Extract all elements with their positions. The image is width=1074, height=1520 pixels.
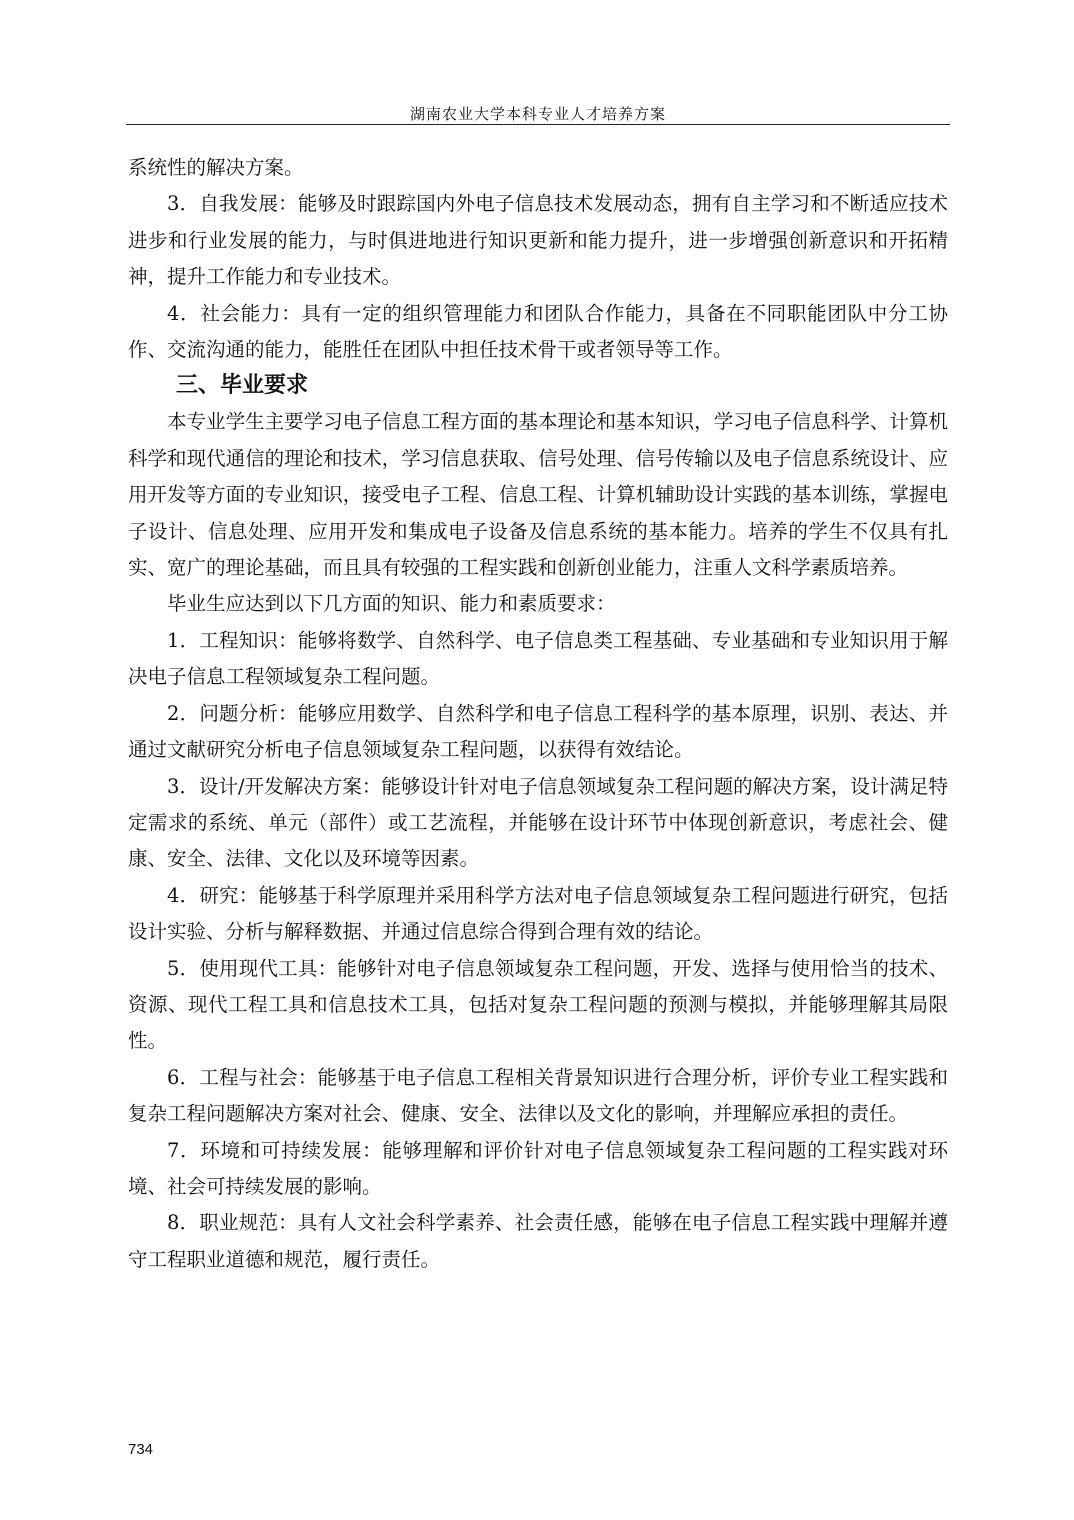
section-intro: 本专业学生主要学习电子信息工程方面的基本理论和基本知识，学习电子信息科学、计算机科学和现代通信的理论和技术，学习信息获取、信号处理、信号传输以及电子信息系统设计、应用开发等方面的专业知识，接受电子工程、信息工程、计算机辅助设计实践的基本训练，掌握电子设计、信息处理、应用开发和集成电子设备及信息系统的基本能力。培养的学生不仅具有扎实、宽广的理论基础，而且具有较强的工程实践和创新创业能力，注重人文科学素质培养。 <box>128 410 948 580</box>
requirement-item: 4．研究：能够基于科学原理并采用科学方法对电子信息领域复杂工程问题进行研究，包括设计实验、分析与解释数据、并通过信息综合得到合理有效的结论。 <box>128 883 948 944</box>
requirement-item: 8．职业规范：具有人文社会科学素养、社会责任感，能够在电子信息工程实践中理解并遵守工程职业道德和规范，履行责任。 <box>128 1211 948 1271</box>
requirement-item: 7．环境和可持续发展：能够理解和评价针对电子信息领域复杂工程问题的工程实践对环境、社会可持续发展的影响。 <box>128 1138 948 1198</box>
requirements-lead: 毕业生应达到以下几方面的知识、能力和素质要求： <box>167 592 616 616</box>
section-heading: 三、毕业要求 <box>176 373 309 399</box>
requirement-item: 3．设计/开发解决方案：能够设计针对电子信息领域复杂工程问题的解决方案，设计满足特定需求的系统、单元（部件）或工艺流程，并能够在设计环节中体现创新意识，考虑社会、健康、安全、法律、文化以及环境等因素。 <box>128 774 948 871</box>
running-header: 湖南农业大学本科专业人才培养方案 <box>409 105 666 123</box>
paragraph-continuation: 系统性的解决方案。 <box>128 156 304 179</box>
requirement-item: 6．工程与社会：能够基于电子信息工程相关背景知识进行合理分析，评价专业工程实践和复杂工程问题解决方案对社会、健康、安全、法律以及文化的影响，并理解应承担的责任。 <box>128 1065 948 1126</box>
requirement-item: 5．使用现代工具：能够针对电子信息领域复杂工程问题，开发、选择与使用恰当的技术、资源、现代工程工具和信息技术工具，包括对复杂工程问题的预测与模拟，并能够理解其局限性。 <box>128 956 948 1053</box>
page-number: 734 <box>128 1441 154 1458</box>
requirement-item: 1．工程知识：能够将数学、自然科学、电子信息类工程基础、专业基础和专业知识用于解决电子信息工程领域复杂工程问题。 <box>128 628 948 689</box>
document-body <box>128 150 948 1278</box>
requirement-item: 2．问题分析：能够应用数学、自然科学和电子信息工程科学的基本原理，识别、表达、并通过文献研究分析电子信息领域复杂工程问题，以获得有效结论。 <box>128 701 948 762</box>
paragraph-self-development: 3．自我发展：能够及时跟踪国内外电子信息技术发展动态，拥有自主学习和不断适应技术进步和行业发展的能力，与时俱进地进行知识更新和能力提升，进一步增强创新意识和开拓精神，提升工作能力和专业技术。 <box>128 192 948 289</box>
paragraph-social-ability: 4．社会能力：具有一定的组织管理能力和团队合作能力，具备在不同职能团队中分工协作、交流沟通的能力，能胜任在团队中担任技术骨干或者领导等工作。 <box>128 301 948 362</box>
header-divider <box>126 124 950 125</box>
